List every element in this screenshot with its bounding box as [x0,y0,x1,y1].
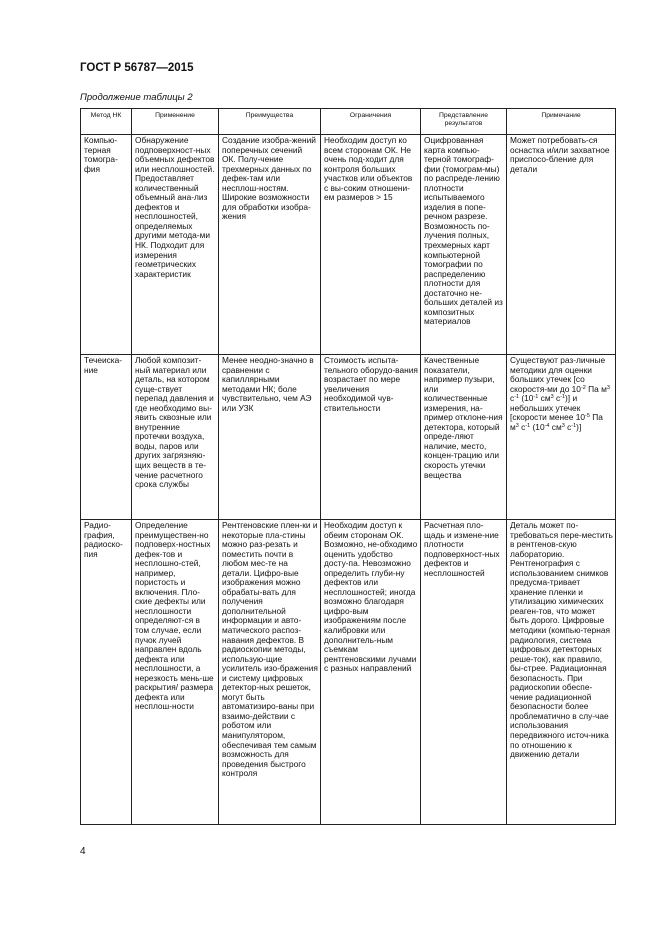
header-notes: Примечание [507,109,616,135]
header-results: Представление результатов [421,109,507,135]
header-advantages: Преимущества [219,109,321,135]
cell-advantages: Менее неодно-значно в сравнении с капиллярными методами НК; боле чувствительно, чем АЭ или УЗК [219,355,321,520]
cell-advantages: Создание изобра-жений поперечных сечений ОК. Полу-чение трехмерных данных по дефек-там или несплош-ностям. Широкие возможности для обработки изобра-жения [219,135,321,355]
cell-application: Любой композит-ный материал или деталь, на котором суще-ствует перепад давления и где необходимо вы-явить сквозные или внутренние протечки воздуха, воды, паров или других загрязняю-щих веществ в те-чение расчетного срока службы [132,355,219,520]
cell-notes: Деталь может по-требоваться пере-местить в рентгенов-скую лабораторию. Рентгенография с использованием снимков предусма-тривает хранение пленки и утилизацию химических реаген-тов, что может быть дорого. Цифровые методики (компью-терная радиология, система цифровых детекторных реше-ток), как правило, бы-стрее. Радиационная безопасность. При радиоскопии обеспе-чение радиационной безопасности более проблематично в слу-чае использования передвижного источ-ника по отношению к движению детали [507,520,616,825]
cell-limitations: Необходим доступ к обеим сторонам ОК. Возможно, не-обходимо оценить удобство досту-па. Невозможно определить глуби-ну дефектов или несплошностей; иногда возможно благодаря цифро-вым изображениям после калибровки или дополнитель-ным съемкам рентгеновскими лучами с разных направлений [321,520,421,825]
table-continuation-caption: Продолжение таблицы 2 [80,92,193,103]
table-row [81,355,616,520]
header-method: Метод НК [81,109,132,135]
header-limitations: Ограничения [321,109,421,135]
header-application: Применение [132,109,219,135]
page-number: 4 [80,846,86,857]
cell-results: Расчетная пло-щадь и измене-ние плотности подповерхност-ных дефектов и несплошностей [421,520,507,825]
table-row [81,135,616,355]
document-standard-code: ГОСТ Р 56787—2015 [80,62,194,74]
cell-application: Обнаружение подповерхност-ных объемных дефектов или несплошностей. Предоставляет количественный объемный ана-лиз дефектов и несплошностей, определяемых другими метода-ми НК. Подходит для измерения геометрических характеристик [132,135,219,355]
cell-application: Определение преимуществен-но подповерх-ностных дефек-тов и несплошно-стей, например, пористость и включения. Пло-ские дефекты или несплошности определяют-ся в том случае, если пучок лучей направлен вдоль дефекта или несплошности, а нерезкость мень-ше раскрытия/ размера дефекта или несплош-ности [132,520,219,825]
methods-table [80,108,616,825]
cell-advantages: Рентгеновские плен-ки и некоторые пла-стины можно раз-резать и поместить почти в любом мес-те на детали. Цифро-вые изображения можно обрабаты-вать для получения дополнительной информации и авто-матического распоз-навания дефектов. В радиоскопии методы, использую-щие усилитель изо-бражения и систему цифровых детектор-ных решеток, могут быть автоматизиро-ваны при взаимо-действии с роботом или манипулятором, обеспечивая тем самым возможность для проведения быстрого контроля [219,520,321,825]
cell-method: Течеиска-ние [81,355,132,520]
table-header-row [81,109,616,135]
cell-method: Компью-терная томогра-фия [81,135,132,355]
table-row [81,520,616,825]
cell-notes: Может потребовать-ся оснастка и/или захватное приспосо-бление для детали [507,135,616,355]
cell-limitations: Стоимость испыта-тельного оборудо-вания возрастает по мере увеличения необходимой чув-ствительности [321,355,421,520]
cell-method: Радио-графия, радиоско-пия [81,520,132,825]
cell-limitations: Необходим доступ ко всем сторонам ОК. Не очень под-ходит для контроля больших участков или объектов с вы-соким отношени-ем размеров > 15 [321,135,421,355]
cell-results: Оцифрованная карта компью-терной томограф-фии (томограм-мы) по распреде-лению плотности испытываемого изделия в попе-речном разрезе. Возможность по-лучения полных, трехмерных карт компьютерной томографии по распределению плотности для достаточно не-больших деталей из композитных материалов [421,135,507,355]
cell-results: Качественные показатели, например пузыри, или количественные измерения, на-пример отклоне-ния детектора, который опреде-ляют наличие, место, концен-трацию или скорость утечки вещества [421,355,507,520]
cell-notes: Существуют раз-личные методики для оценки больших утечек [со скоростя-ми до $10^{-2}$ Па $м^3$ $с^{-1}$ ($10^{-1}$ $см^3$ $с^{-1}$)] и небольших утечек [скорости менее $10^{-5}$ Па $м^3$ $с^{-1}$ ($10^{-4}$ $см^3$ $с^{-1}$)] [507,355,616,520]
